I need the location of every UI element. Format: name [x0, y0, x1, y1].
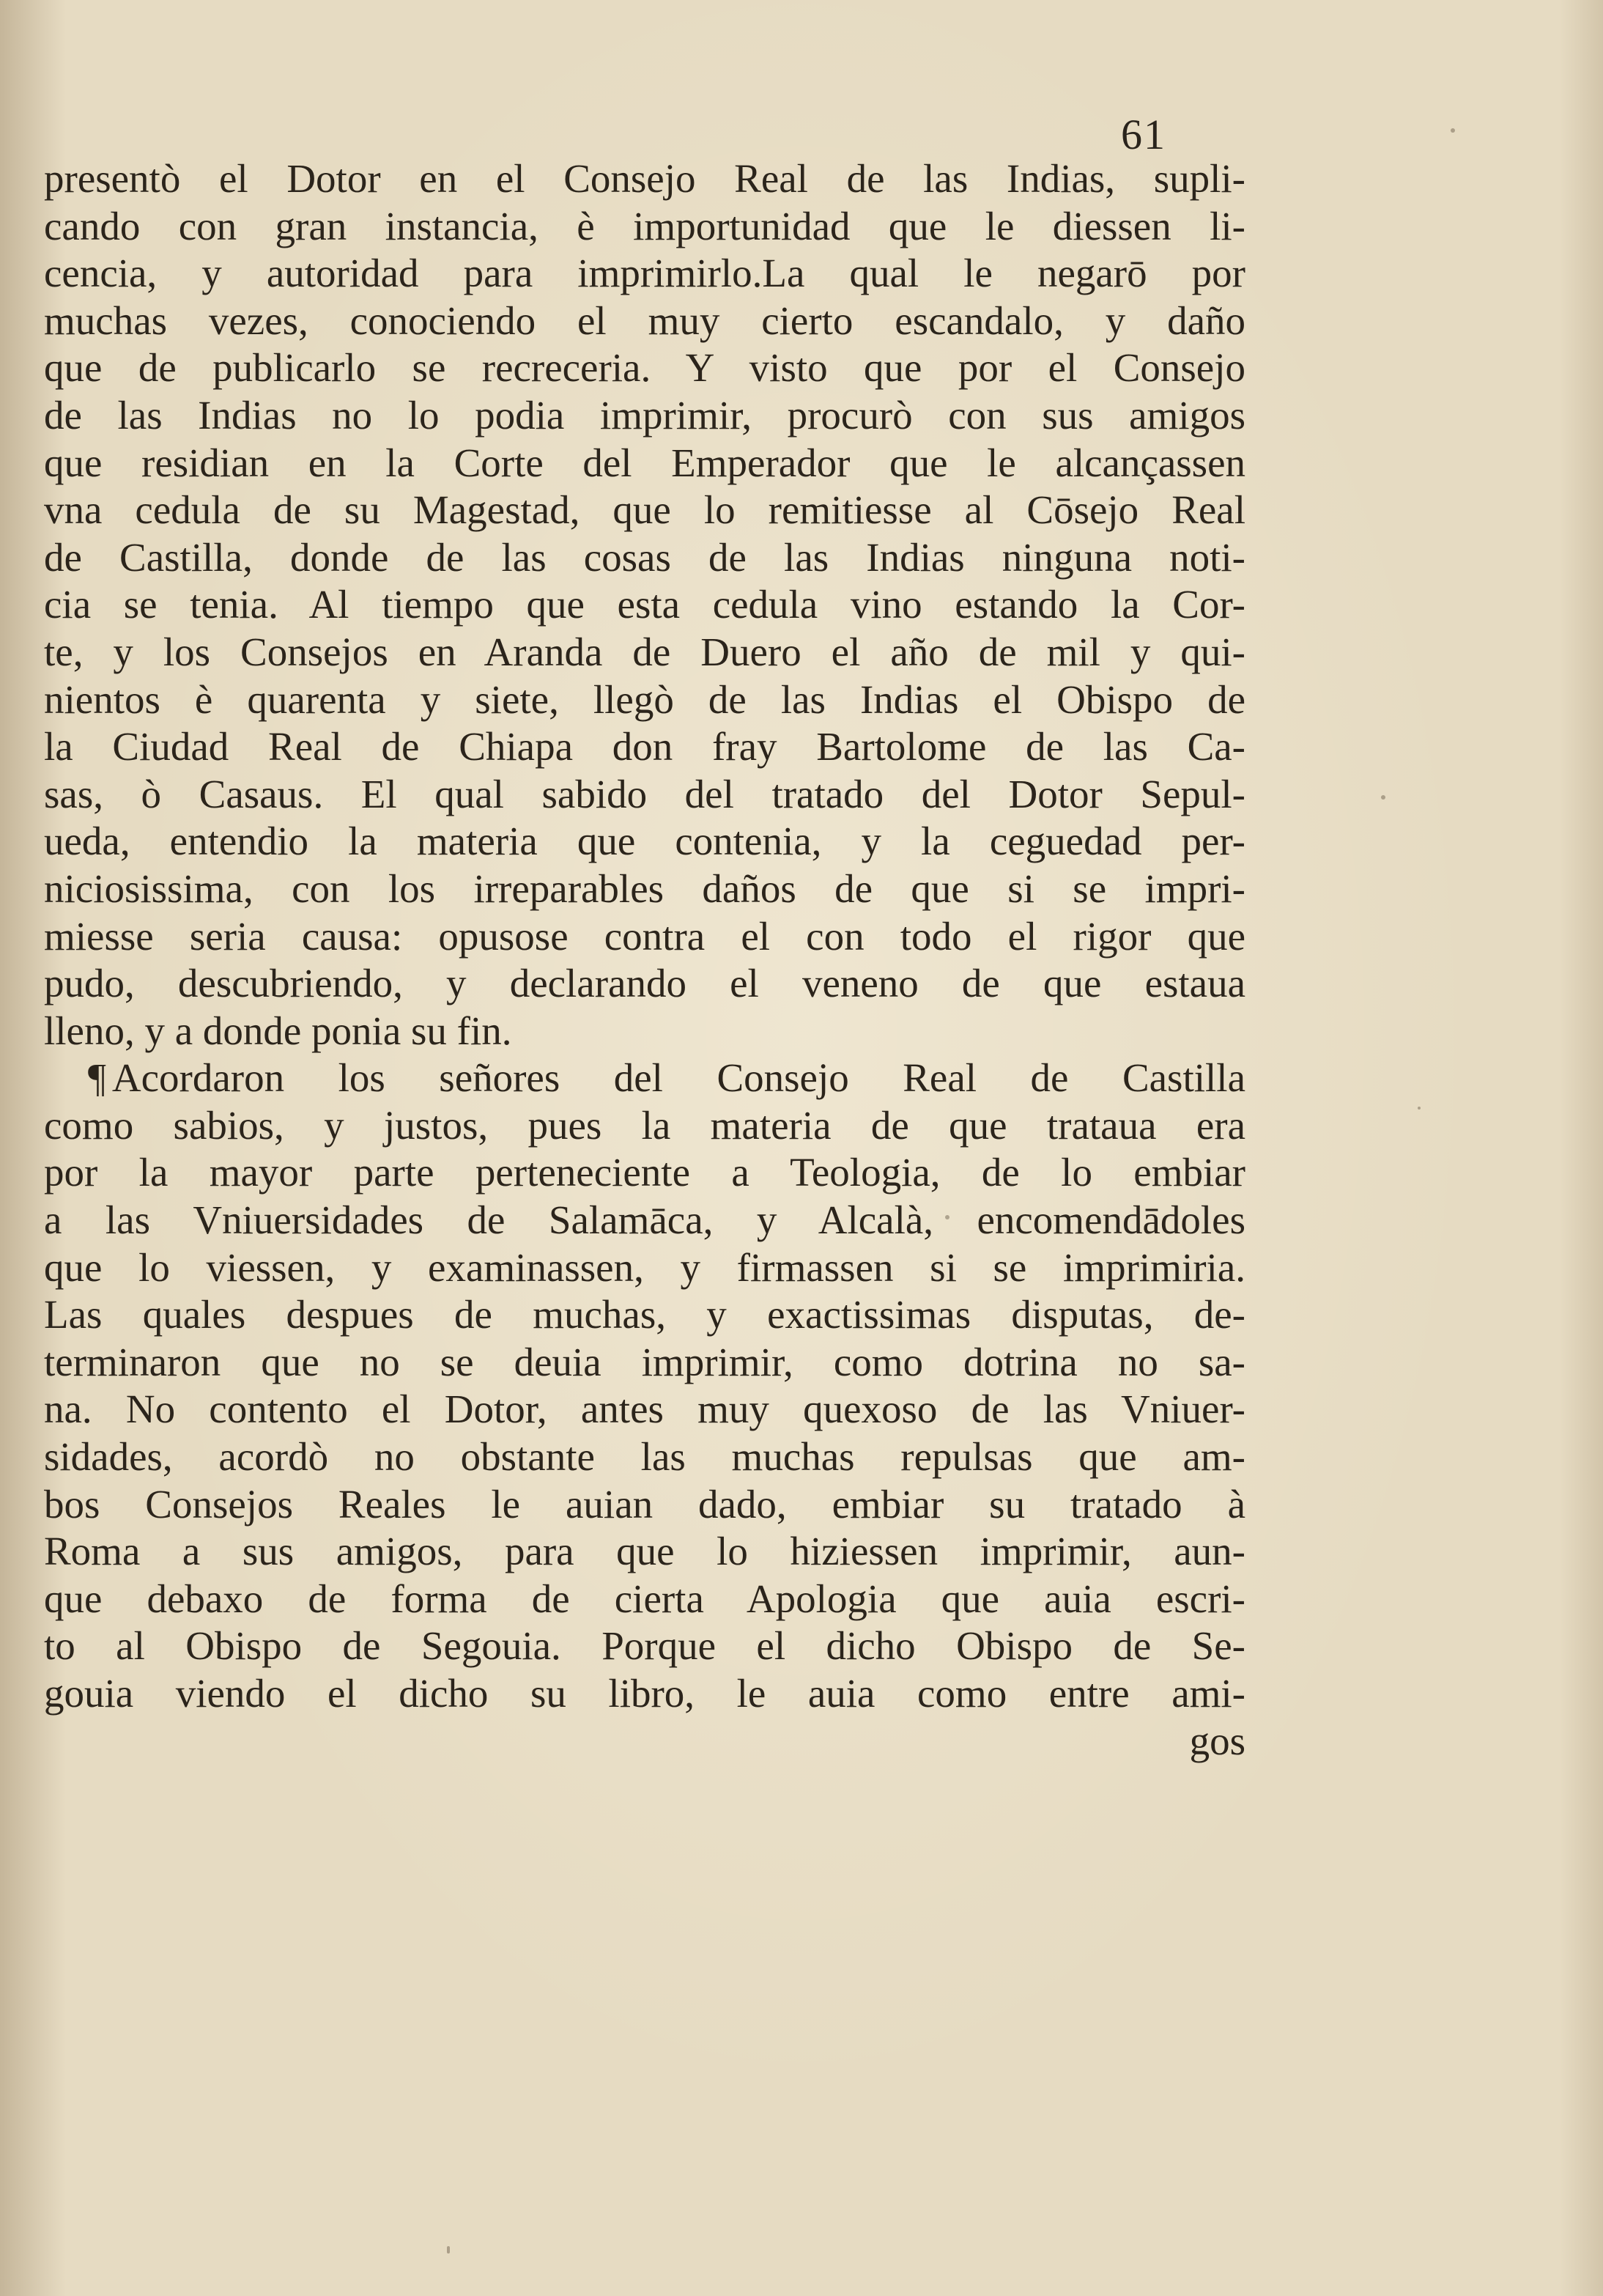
text-line: cando con gran instancia, è importunidad que le diessen li- [44, 203, 1245, 248]
folio-number: 61 [1121, 111, 1166, 158]
text-line: que residian en la Corte del Emperador que le alcançassen [44, 440, 1245, 485]
text-line: sidades, acordò no obstante las muchas repulsas que am- [44, 1434, 1245, 1480]
text-line: niciosissima, con los irreparables daños de que si se impri- [44, 865, 1245, 911]
text-line: por la mayor parte perteneciente a Teologia, de lo embiar [44, 1150, 1245, 1195]
text-line: a las Vniuersidades de Salamāca, y Alcalà, encomendādoles [44, 1197, 1245, 1243]
text-line: Acordaron los señores del Consejo Real de Castilla [111, 1055, 1245, 1101]
text-line: miesse seria causa: opusose contra el con todo el rigor que [44, 913, 1245, 959]
text-line: nientos è quarenta y siete, llegò de las Indias el Obispo de [44, 676, 1245, 722]
pilcrow-mark: ¶ [88, 1055, 106, 1101]
paper-speck [1451, 128, 1455, 133]
text-line: lleno, y a donde ponia su fin. [44, 1008, 512, 1053]
paper-speck [1418, 1107, 1421, 1110]
body-text [44, 155, 1245, 1765]
text-line: Las quales despues de muchas, y exactissimas disputas, de- [44, 1292, 1245, 1337]
text-line: cia se tenia. Al tiempo que esta cedula vino estando la Cor- [44, 582, 1245, 627]
text-line: sas, ò Casaus. El qual sabido del tratado del Dotor Sepul- [44, 771, 1245, 816]
text-line: pudo, descubriendo, y declarando el veneno de que estaua [44, 961, 1245, 1006]
catchword: gos [1189, 1718, 1245, 1763]
text-line: cencia, y autoridad para imprimirlo.La qual le negarō por [44, 251, 1245, 296]
text-line: terminaron que no se deuia imprimir, como dotrina no sa- [44, 1339, 1245, 1384]
text-line: presentò el Dotor en el Consejo Real de las Indias, supli- [44, 156, 1245, 201]
paper-speck [447, 2246, 450, 2253]
text-line: muchas vezes, conociendo el muy cierto escandalo, y daño [44, 298, 1245, 343]
paragraph-first-line [44, 1055, 1245, 1102]
text-line: de Castilla, donde de las cosas de las Indias ninguna noti- [44, 534, 1245, 580]
text-line: na. No contento el Dotor, antes muy quexoso de las Vniuer- [44, 1387, 1245, 1432]
text-line: que debaxo de forma de cierta Apologia que auia escri- [44, 1576, 1245, 1621]
text-line: gouia viendo el dicho su libro, le auia como entre ami- [44, 1671, 1245, 1716]
text-line: de las Indias no lo podia imprimir, procurò con sus amigos [44, 392, 1245, 438]
text-line: bos Consejos Reales le auian dado, embiar su tratado à [44, 1481, 1245, 1527]
text-line: ueda, entendio la materia que contenia, y la ceguedad per- [44, 819, 1245, 864]
text-line: que lo viessen, y examinassen, y firmassen si se imprimiria. [44, 1244, 1245, 1290]
text-line: que de publicarlo se recreceria. Y visto que por el Consejo [44, 345, 1245, 391]
text-line: como sabios, y justos, pues la materia de que trataua era [44, 1102, 1245, 1148]
text-line: Roma a sus amigos, para que lo hiziessen imprimir, aun- [44, 1529, 1245, 1574]
text-line: to al Obispo de Segouia. Porque el dicho Obispo de Se- [44, 1623, 1245, 1669]
paper-speck [1381, 795, 1385, 800]
text-line: vna cedula de su Magestad, que lo remitiesse al Cōsejo Real [44, 487, 1245, 533]
text-line: te, y los Consejos en Aranda de Duero el año de mil y qui- [44, 629, 1245, 674]
text-line: la Ciudad Real de Chiapa don fray Bartolome de las Ca- [44, 724, 1245, 769]
